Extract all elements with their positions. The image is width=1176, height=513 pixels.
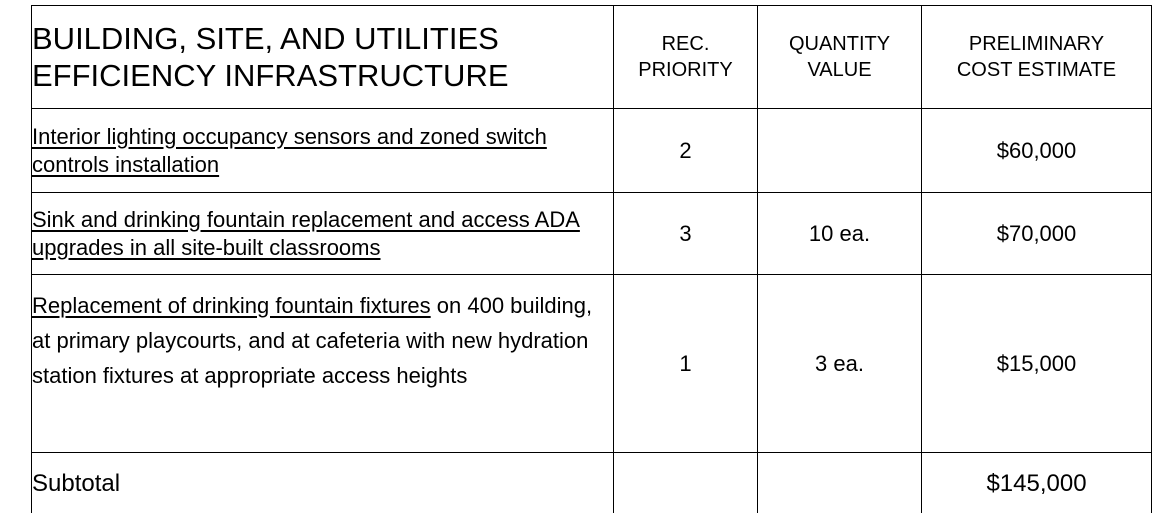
priority-header-line-2: PRIORITY (638, 59, 733, 81)
subtotal-cost: $145,000 (922, 453, 1152, 513)
subtotal-quantity (758, 453, 922, 513)
quantity-header-line-2: VALUE (807, 59, 872, 81)
item-priority: 1 (614, 275, 758, 453)
item-cost: $60,000 (922, 109, 1152, 193)
cost-column-header (922, 6, 1152, 109)
item-quantity: 3 ea. (758, 275, 922, 453)
cost-header-line-1: PRELIMINARY (968, 33, 1105, 55)
item-description (32, 193, 614, 275)
priority-header-line-1: REC. (661, 33, 710, 55)
subtotal-priority (614, 453, 758, 513)
item-priority: 3 (614, 193, 758, 275)
item-quantity: 10 ea. (758, 193, 922, 275)
table-row (32, 275, 1152, 453)
table-title (32, 6, 614, 109)
table-title-line-2: EFFICIENCY INFRASTRUCTURE (32, 58, 509, 93)
item-cost: $70,000 (922, 193, 1152, 275)
item-description (32, 109, 614, 193)
item-description-link[interactable]: Replacement of drinking fountain fixtures (32, 293, 431, 318)
cost-estimate-table (31, 5, 1152, 513)
quantity-column-header (758, 6, 922, 109)
item-quantity (758, 109, 922, 193)
subtotal-label: Subtotal (32, 453, 614, 513)
priority-column-header (614, 6, 758, 109)
item-description-text: on 400 building, at primary playcourts, and at cafeteria with new hydration station fixtures at appropriate access heights (32, 293, 593, 388)
cost-header-line-2: COST ESTIMATE (956, 59, 1117, 81)
table-title-line-1: BUILDING, SITE, AND UTILITIES (32, 21, 499, 56)
quantity-header-line-1: QUANTITY (788, 33, 891, 55)
item-priority: 2 (614, 109, 758, 193)
item-description-link[interactable]: Sink and drinking fountain replacement and access ADA upgrades in all site-built classrooms (32, 206, 580, 260)
table-header-row (32, 6, 1152, 109)
item-cost: $15,000 (922, 275, 1152, 453)
item-description (32, 275, 614, 453)
table-row (32, 109, 1152, 193)
subtotal-row (32, 453, 1152, 513)
item-description-link[interactable]: Interior lighting occupancy sensors and zoned switch controls installation (32, 123, 547, 177)
table-row (32, 193, 1152, 275)
